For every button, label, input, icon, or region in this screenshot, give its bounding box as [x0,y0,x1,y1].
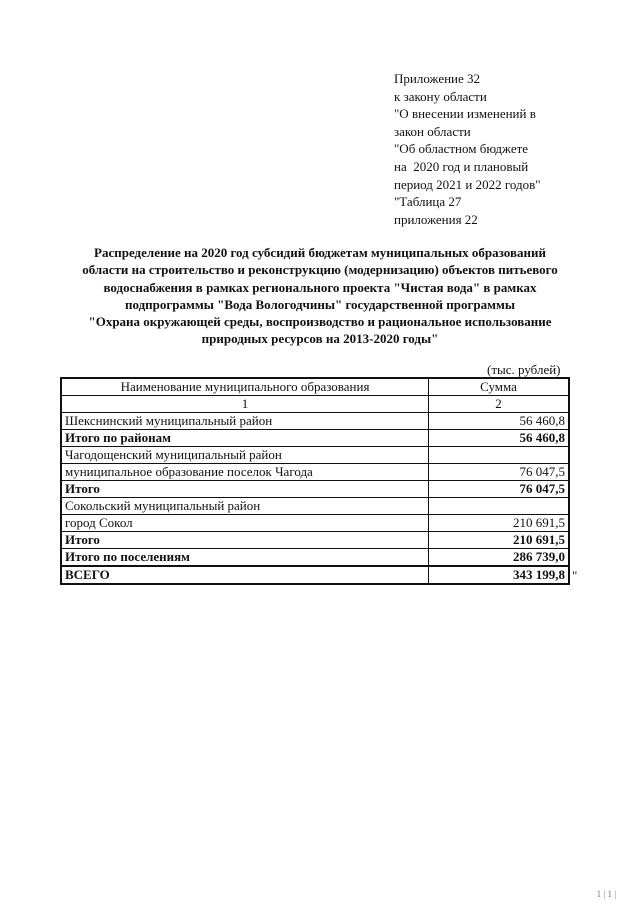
header-amount: Сумма [429,378,570,396]
table-row [61,413,569,430]
title-line: природных ресурсов на 2013-2020 годы" [201,331,439,347]
annex-line: "Таблица 27 [394,194,462,210]
annex-reference [394,70,624,228]
title-line: области на строительство и реконструкцию (модернизацию) объектов питьевого [82,262,558,278]
page-mark: 1 | 1 | [596,889,616,899]
title-line: Распределение на 2020 год субсидий бюджетам муниципальных образований [94,245,546,260]
municipality-name: Итого по районам [61,430,429,447]
amount-value: 210 691,5 [429,532,570,549]
document-title [40,244,600,348]
header-name: Наименование муниципального образования [61,378,429,396]
municipality-name: Итого [61,532,429,549]
amount-value: 56 460,8 [429,413,570,430]
annex-line: "О внесении изменений в [394,106,536,122]
annex-line: на 2020 год и плановый [394,158,529,174]
amount-value: 56 460,8 [429,430,570,447]
closing-quote: " [572,568,578,583]
title-line: "Охрана окружающей среды, воспроизводство и рациональное использование [88,314,552,330]
table-body [61,413,569,585]
municipality-name: Сокольский муниципальный район [61,498,429,515]
annex-line: закон области [394,123,471,139]
municipality-name: муниципальное образование поселок Чагода [61,464,429,481]
municipality-name: Итого [61,481,429,498]
municipality-name: ВСЕГО [61,566,429,584]
table-row [61,481,569,498]
amount-value [429,498,570,515]
amount-value: 76 047,5 [429,464,570,481]
table-row [61,515,569,532]
annex-line: период 2021 и 2022 годов" [394,176,541,192]
table-row [61,498,569,515]
table-row [61,532,569,549]
title-line: подпрограммы "Вода Вологодчины" государственной программы [124,296,516,312]
table-header-row [61,378,569,396]
title-line: водоснабжения в рамках регионального проекта "Чистая вода" в рамках [103,279,537,295]
table-number-row [61,396,569,413]
distribution-table [60,377,570,585]
municipality-name: Чагодощенский муниципальный район [61,447,429,464]
column-number: 1 [61,396,429,413]
annex-line: "Об областном бюджете [394,141,529,157]
annex-line: Приложение 32 [394,71,481,86]
amount-value: 343 199,8 [429,566,570,584]
municipality-name: Итого по поселениям [61,549,429,567]
amount-value [429,447,570,464]
units-label: (тыс. рублей) [487,362,561,377]
table-row [61,464,569,481]
annex-line: приложения 22 [394,211,478,227]
table-row [61,447,569,464]
amount-value: 286 739,0 [429,549,570,567]
municipality-name: Шекснинский муниципальный район [61,413,429,430]
table-row [61,430,569,447]
table-row [61,566,569,584]
municipality-name: город Сокол [61,515,429,532]
table-row [61,549,569,567]
amount-value: 210 691,5 [429,515,570,532]
column-number: 2 [429,396,570,413]
annex-line: к закону области [394,88,487,104]
amount-value: 76 047,5 [429,481,570,498]
